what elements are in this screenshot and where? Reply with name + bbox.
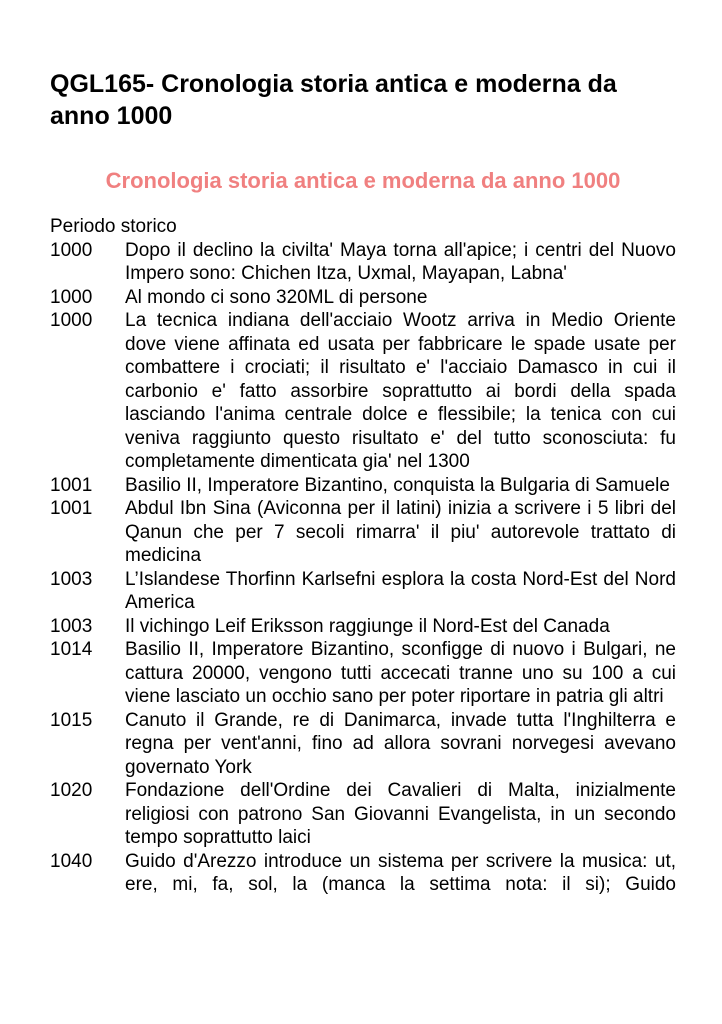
entry-text: Fondazione dell'Ordine dei Cavalieri di Malta, inizialmente religiosi con patrono San Giovanni Evangelista, in un secondo tempo soprattutto laici <box>125 780 676 848</box>
entry-year: 1020 <box>50 780 93 801</box>
timeline-entry <box>50 779 676 850</box>
entry-text: La tecnica indiana dell'acciaio Wootz arriva in Medio Oriente dove viene affinata ed usata per fabbricare le spade usate per combattere i crociati; il risultato e' l'acciaio Damasco in cui il carbonio e' fatto assorbire soprattutto ai bordi della spada lasciando l'anima centrale dolce e flessibile; la tenica con cui veniva raggiunto questo risultato e' del tutto sconosciuta: fu completamente dimenticata gia' nel 1300 <box>125 310 676 472</box>
document-title: QGL165- Cronologia storia antica e moderna da anno 1000 <box>50 70 617 130</box>
entry-text: Canuto il Grande, re di Danimarca, invade tutta l'Inghilterra e regna per vent'anni, fino ad allora sovrani norvegesi avevano governato York <box>125 709 676 778</box>
entry-text: Al mondo ci sono 320ML di persone <box>125 286 428 308</box>
document-page <box>50 68 676 897</box>
entry-year: 1003 <box>50 568 93 590</box>
timeline-entry <box>50 286 676 310</box>
entry-text: L’Islandese Thorfinn Karlsefni esplora la costa Nord-Est del Nord America <box>125 568 676 613</box>
timeline-entry <box>50 239 676 286</box>
timeline-entry <box>50 709 676 780</box>
entry-year: 1015 <box>50 709 93 731</box>
section-label: Periodo storico <box>50 216 177 237</box>
entry-year: 1040 <box>50 850 93 872</box>
entry-text: Basilio II, Imperatore Bizantino, conquista la Bulgaria di Samuele <box>125 474 670 496</box>
timeline-entry <box>50 615 676 639</box>
entry-year: 1001 <box>50 498 93 519</box>
entry-year: 1001 <box>50 474 93 496</box>
timeline-entries <box>50 239 676 897</box>
entry-year: 1000 <box>50 310 93 331</box>
timeline-entry <box>50 497 676 568</box>
entry-year: 1000 <box>50 286 93 308</box>
entry-text: Il vichingo Leif Eriksson raggiunge il Nord-Est del Canada <box>125 615 610 637</box>
timeline-entry <box>50 638 676 709</box>
timeline-entry <box>50 309 676 474</box>
entry-text: Abdul Ibn Sina (Aviconna per il latini) inizia a scrivere i 5 libri del Qanun che per 7 secoli rimarra' il piu' autorevole trattato di medicina <box>125 498 676 566</box>
entry-text: Basilio II, Imperatore Bizantino, sconfigge di nuovo i Bulgari, ne cattura 20000, vengono tutti accecati tranne uno su 100 a cui viene lasciato un occhio sano per poter riportare in patria gli altri <box>125 639 676 707</box>
timeline-entry <box>50 850 676 897</box>
timeline-entry <box>50 568 676 615</box>
document-subtitle: Cronologia storia antica e moderna da anno 1000 <box>105 168 621 193</box>
entry-text: Dopo il declino la civilta' Maya torna all'apice; i centri del Nuovo Impero sono: Chichen Itza, Uxmal, Mayapan, Labna' <box>125 239 676 284</box>
entry-year: 1000 <box>50 239 93 261</box>
timeline-entry <box>50 474 676 498</box>
entry-year: 1003 <box>50 615 93 637</box>
entry-text: Guido d'Arezzo introduce un sistema per scrivere la musica: ut, ere, mi, fa, sol, la (manca la settima nota: il si); Guido <box>125 850 676 895</box>
entry-year: 1014 <box>50 639 93 660</box>
